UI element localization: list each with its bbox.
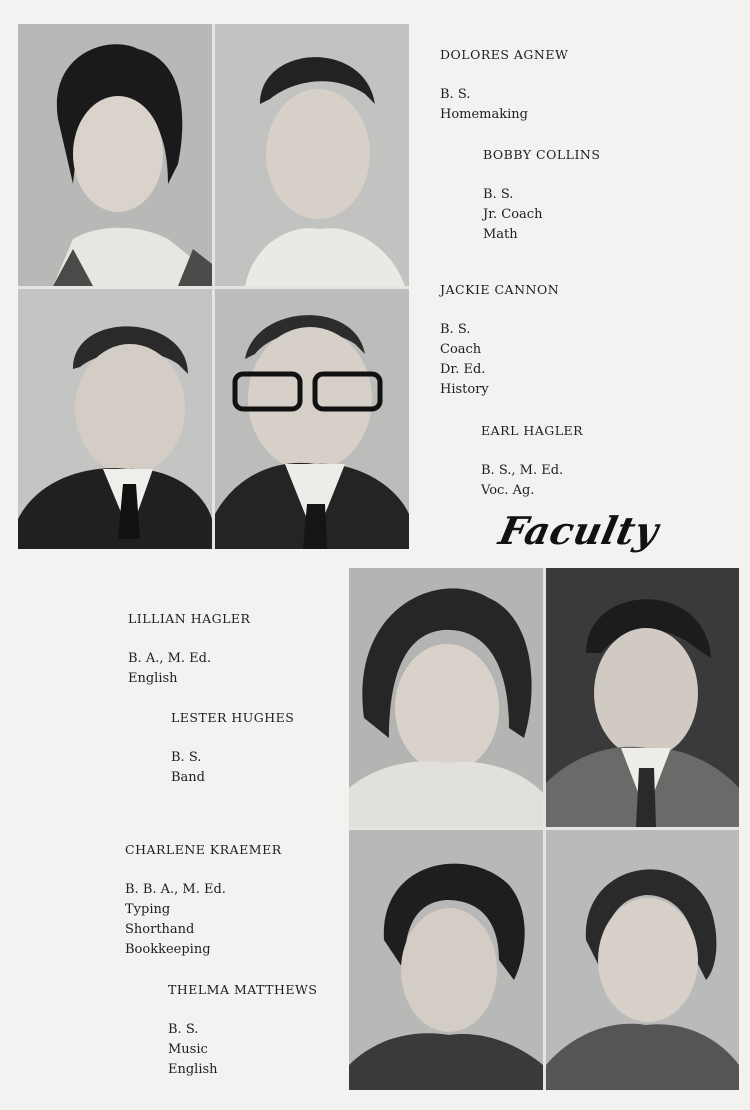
faculty-name: BOBBY COLLINS bbox=[483, 147, 601, 162]
faculty-subject: History bbox=[440, 382, 489, 397]
faculty-entry-bobby-collins bbox=[483, 145, 600, 245]
faculty-name: EARL HAGLER bbox=[481, 423, 584, 438]
faculty-entry-lillian-hagler bbox=[128, 609, 250, 689]
faculty-name: LESTER HUGHES bbox=[171, 710, 295, 725]
faculty-entry-jackie-cannon bbox=[440, 280, 559, 400]
portrait-bobby-collins bbox=[215, 24, 409, 286]
faculty-entry-dolores-agnew bbox=[440, 45, 568, 125]
portrait-dolores-agnew bbox=[18, 24, 212, 286]
portrait-jackie-cannon bbox=[18, 289, 212, 549]
bottom-photo-grid bbox=[349, 568, 739, 1090]
faculty-name: CHARLENE KRAEMER bbox=[125, 842, 282, 857]
faculty-name: DOLORES AGNEW bbox=[440, 47, 569, 62]
faculty-entry-thelma-matthews bbox=[168, 980, 317, 1080]
faculty-subject: Music bbox=[168, 1042, 208, 1057]
portrait-thelma-matthews bbox=[546, 830, 739, 1090]
faculty-degree: B. B. A., M. Ed. bbox=[125, 882, 226, 897]
faculty-name: LILLIAN HAGLER bbox=[128, 611, 251, 626]
faculty-entry-earl-hagler bbox=[481, 421, 583, 501]
top-photo-grid bbox=[18, 24, 409, 549]
faculty-subject: English bbox=[168, 1062, 218, 1077]
faculty-degree: B. S., M. Ed. bbox=[481, 463, 564, 478]
faculty-subject: Jr. Coach bbox=[483, 207, 543, 222]
faculty-degree: B. S. bbox=[440, 87, 471, 102]
faculty-degree: B. S. bbox=[440, 322, 471, 337]
faculty-subject: Math bbox=[483, 227, 518, 242]
faculty-subject: Band bbox=[171, 770, 205, 785]
faculty-name: JACKIE CANNON bbox=[440, 282, 560, 297]
faculty-entry-charlene-kraemer bbox=[125, 840, 282, 960]
faculty-subject: Coach bbox=[440, 342, 482, 357]
portrait-earl-hagler bbox=[215, 289, 409, 549]
faculty-subject: Shorthand bbox=[125, 922, 195, 937]
portrait-charlene-kraemer bbox=[349, 830, 543, 1090]
faculty-entry-lester-hughes bbox=[171, 708, 294, 788]
faculty-degree: B. S. bbox=[171, 750, 202, 765]
faculty-degree: B. A., M. Ed. bbox=[128, 651, 212, 666]
portrait-lillian-hagler bbox=[349, 568, 543, 827]
faculty-subject: Dr. Ed. bbox=[440, 362, 486, 377]
faculty-degree: B. S. bbox=[483, 187, 514, 202]
faculty-subject: Bookkeeping bbox=[125, 942, 211, 957]
portrait-lester-hughes bbox=[546, 568, 739, 827]
faculty-subject: Voc. Ag. bbox=[481, 483, 535, 498]
faculty-degree: B. S. bbox=[168, 1022, 199, 1037]
faculty-name: THELMA MATTHEWS bbox=[168, 982, 318, 997]
faculty-subject: Typing bbox=[125, 902, 171, 917]
page-title: Faculty bbox=[495, 508, 663, 553]
faculty-subject: English bbox=[128, 671, 178, 686]
faculty-subject: Homemaking bbox=[440, 107, 528, 122]
